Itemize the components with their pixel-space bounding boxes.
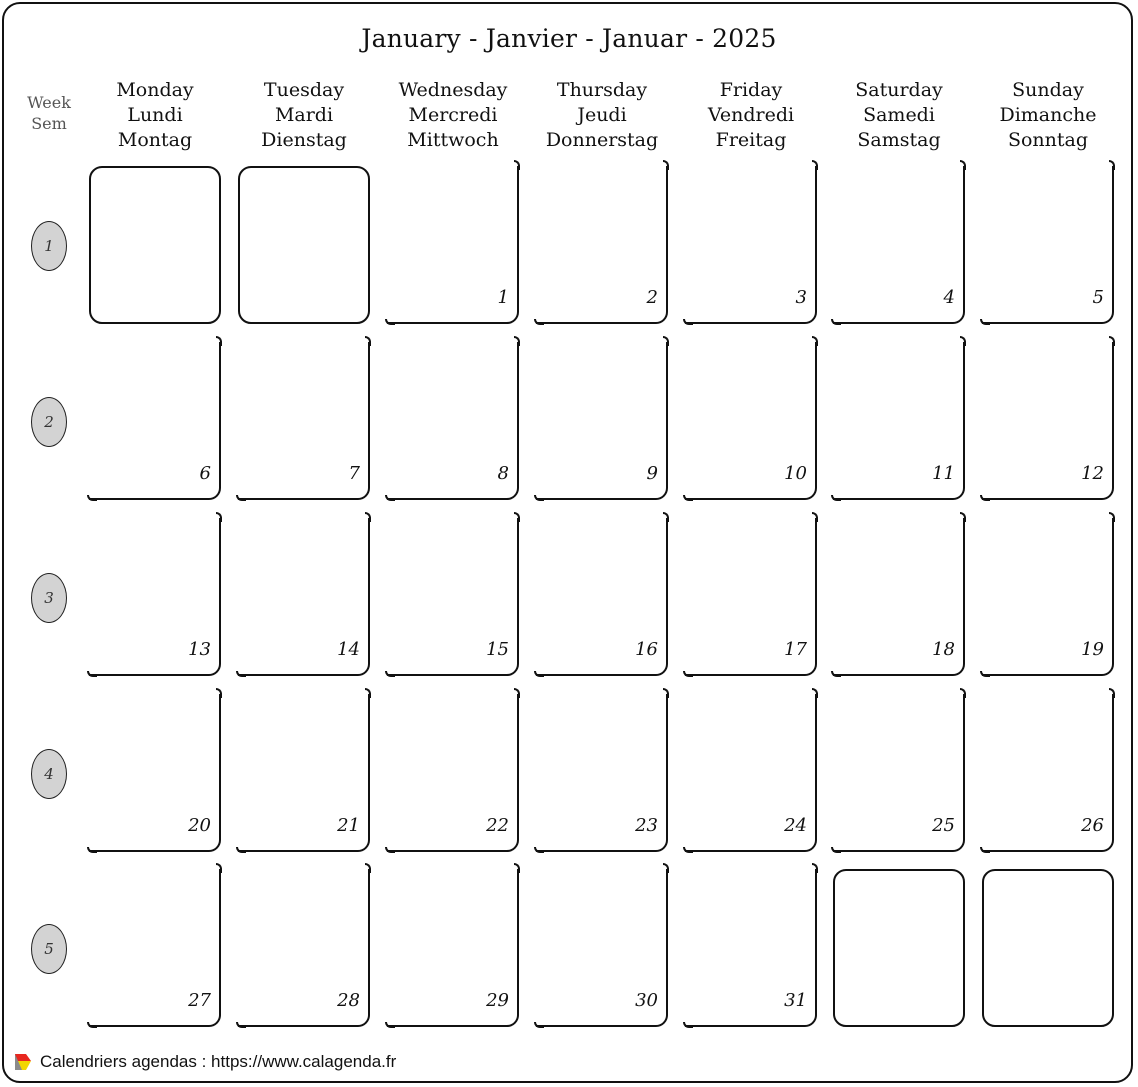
empty-day-cell [238,166,370,324]
day-number: 24 [784,815,807,836]
day-name-fr: Mercredi [408,104,498,126]
day-cell[interactable] [685,518,817,676]
week-label-en: Week [27,93,71,112]
day-cell[interactable] [387,342,519,500]
day-number: 8 [497,463,509,484]
day-name-en: Thursday [556,79,648,101]
day-header-saturday [829,78,969,153]
day-number: 19 [1081,639,1104,660]
day-cell[interactable] [982,518,1114,676]
week-number-badge: 2 [31,397,67,447]
day-name-fr: Samedi [863,104,935,126]
day-cell[interactable] [238,869,370,1027]
day-number: 2 [646,287,658,308]
day-cell[interactable] [536,166,668,324]
day-number: 15 [486,639,509,660]
day-name-de: Sonntag [1007,129,1089,151]
day-cell[interactable] [536,694,668,852]
day-number: 16 [635,639,658,660]
day-cell[interactable] [238,694,370,852]
day-name-en: Saturday [855,79,943,101]
day-header-tuesday [234,78,374,153]
day-number: 18 [932,639,955,660]
day-cell[interactable] [387,694,519,852]
day-number: 14 [337,639,360,660]
day-number: 29 [486,990,509,1011]
day-name-fr: Lundi [127,104,183,126]
day-cell[interactable] [89,869,221,1027]
day-name-en: Friday [719,79,783,101]
calendar-title: January - Janvier - Januar - 2025 [361,24,777,53]
week-number-badge: 4 [31,749,67,799]
day-name-fr: Mardi [274,104,334,126]
day-header-sunday [978,78,1118,153]
day-name-en: Sunday [1012,79,1084,101]
day-number: 17 [784,639,807,660]
day-number: 28 [337,990,360,1011]
day-cell[interactable] [387,518,519,676]
day-number: 12 [1081,463,1104,484]
day-number: 3 [795,287,807,308]
day-header-friday [681,78,821,153]
day-number: 20 [188,815,211,836]
day-name-de: Freitag [715,129,787,151]
day-number: 21 [337,815,360,836]
day-cell[interactable] [833,166,965,324]
day-cell[interactable] [833,342,965,500]
week-number-badge: 5 [31,924,67,974]
footer [14,1052,396,1072]
day-cell[interactable] [685,342,817,500]
day-cell[interactable] [89,694,221,852]
day-number: 4 [943,287,955,308]
day-number: 26 [1081,815,1104,836]
day-header-wednesday [383,78,523,153]
day-header-thursday [532,78,672,153]
day-name-de: Mittwoch [407,129,499,151]
week-number-badge: 1 [31,221,67,271]
empty-day-cell [982,869,1114,1027]
day-number: 30 [635,990,658,1011]
day-name-de: Montag [117,129,193,151]
day-cell[interactable] [982,342,1114,500]
week-number-badge: 3 [31,573,67,623]
day-number: 13 [188,639,211,660]
day-cell[interactable] [238,518,370,676]
day-number: 31 [784,990,807,1011]
day-name-en: Wednesday [398,79,508,101]
day-number: 7 [348,463,360,484]
day-name-en: Tuesday [263,79,345,101]
day-number: 11 [932,463,955,484]
day-name-fr: Dimanche [999,104,1097,126]
day-cell[interactable] [685,166,817,324]
day-cell[interactable] [536,342,668,500]
day-cell[interactable] [387,166,519,324]
day-number: 6 [199,463,211,484]
day-number: 22 [486,815,509,836]
empty-day-cell [89,166,221,324]
day-name-fr: Jeudi [577,104,627,126]
week-column-label [14,92,84,134]
day-name-fr: Vendredi [707,104,795,126]
day-number: 10 [784,463,807,484]
day-name-de: Samstag [857,129,941,151]
week-label-fr: Sem [31,114,67,133]
day-name-de: Donnerstag [545,129,659,151]
day-number: 9 [646,463,658,484]
calagenda-logo-icon [14,1053,32,1071]
day-number: 27 [188,990,211,1011]
day-cell[interactable] [685,694,817,852]
day-number: 23 [635,815,658,836]
day-header-monday [85,78,225,153]
day-cell[interactable] [685,869,817,1027]
day-name-de: Dienstag [261,129,347,151]
day-cell[interactable] [536,518,668,676]
day-cell[interactable] [833,518,965,676]
empty-day-cell [833,869,965,1027]
day-cell[interactable] [89,518,221,676]
day-cell[interactable] [982,166,1114,324]
day-cell[interactable] [536,869,668,1027]
footer-link[interactable]: Calendriers agendas : https://www.calagenda.fr [40,1052,397,1071]
day-cell[interactable] [982,694,1114,852]
day-number: 25 [932,815,955,836]
day-name-en: Monday [116,79,194,101]
day-number: 5 [1092,287,1104,308]
day-cell[interactable] [387,869,519,1027]
day-cell[interactable] [89,342,221,500]
day-cell[interactable] [238,342,370,500]
day-number: 1 [497,287,509,308]
day-cell[interactable] [833,694,965,852]
